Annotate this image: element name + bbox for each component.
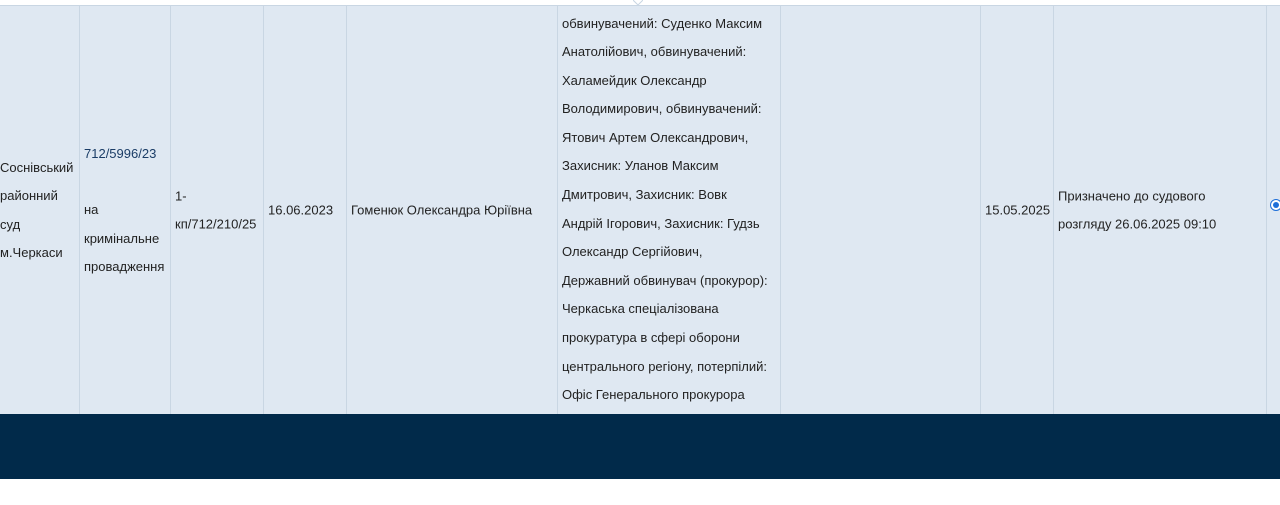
case-number-link[interactable]: 712/5996/23 xyxy=(84,145,157,161)
court-line: Соснівський xyxy=(0,159,74,175)
judge-name: Гоменюк Олександра Юріївна xyxy=(351,202,533,218)
registration-date: 16.06.2023 xyxy=(268,202,334,218)
court-line: м.Черкаси xyxy=(0,245,63,261)
parties-line: Захисник: Уланов Максим xyxy=(562,158,719,174)
parties-line: прокуратура в сфері оборони xyxy=(562,330,740,346)
parties-line: центрального регіону, потерпілий: xyxy=(562,358,768,374)
parties-line: Анатолійович, обвинувачений: xyxy=(562,44,747,60)
parties-line: Халамейдик Олександр xyxy=(562,72,707,88)
row-select-radio[interactable] xyxy=(1270,199,1280,211)
status-line: Призначено до судового xyxy=(1058,187,1206,203)
parties-line: Олександр Сергійович, xyxy=(562,244,703,260)
parties-line: Державний обвинувач (прокурор): xyxy=(562,272,768,288)
table-row[interactable] xyxy=(0,5,1280,415)
parties-line: Офіс Генерального прокурора xyxy=(562,387,745,403)
parties-line: обвинувачений: Суденко Максим xyxy=(562,15,763,31)
cell-judge xyxy=(347,6,558,415)
cell-registration-date xyxy=(264,6,347,415)
parties-line: Андрій Ігорович, Захисник: Гудзь xyxy=(562,215,760,231)
cell-status xyxy=(1054,6,1267,415)
case-type-line: на xyxy=(84,201,99,217)
parties-line: Черкаська спеціалізована xyxy=(562,301,719,317)
cell-case-number xyxy=(80,6,171,415)
cell-proceeding-number xyxy=(171,6,264,415)
event-date: 15.05.2025 xyxy=(985,202,1051,218)
cell-parties xyxy=(558,6,781,415)
parties-line: Дмитрович, Захисник: Вовк xyxy=(562,187,727,203)
court-line: суд xyxy=(0,216,21,232)
parties-line: Ятович Артем Олександрович, xyxy=(562,129,749,145)
parties-line: Володимирович, обвинувачений: xyxy=(562,101,762,117)
cell-event-date xyxy=(981,6,1054,415)
court-line: районний xyxy=(0,187,58,203)
proceeding-line: кп/712/210/25 xyxy=(175,216,257,232)
case-type-line: кримінальне xyxy=(84,230,160,246)
footer-bar xyxy=(0,414,1280,479)
proceeding-line: 1- xyxy=(175,187,187,203)
cell-court xyxy=(0,6,80,415)
cell-category xyxy=(781,6,981,415)
status-line: розгляду 26.06.2025 09:10 xyxy=(1058,216,1217,232)
case-type-line: провадження xyxy=(84,259,165,275)
